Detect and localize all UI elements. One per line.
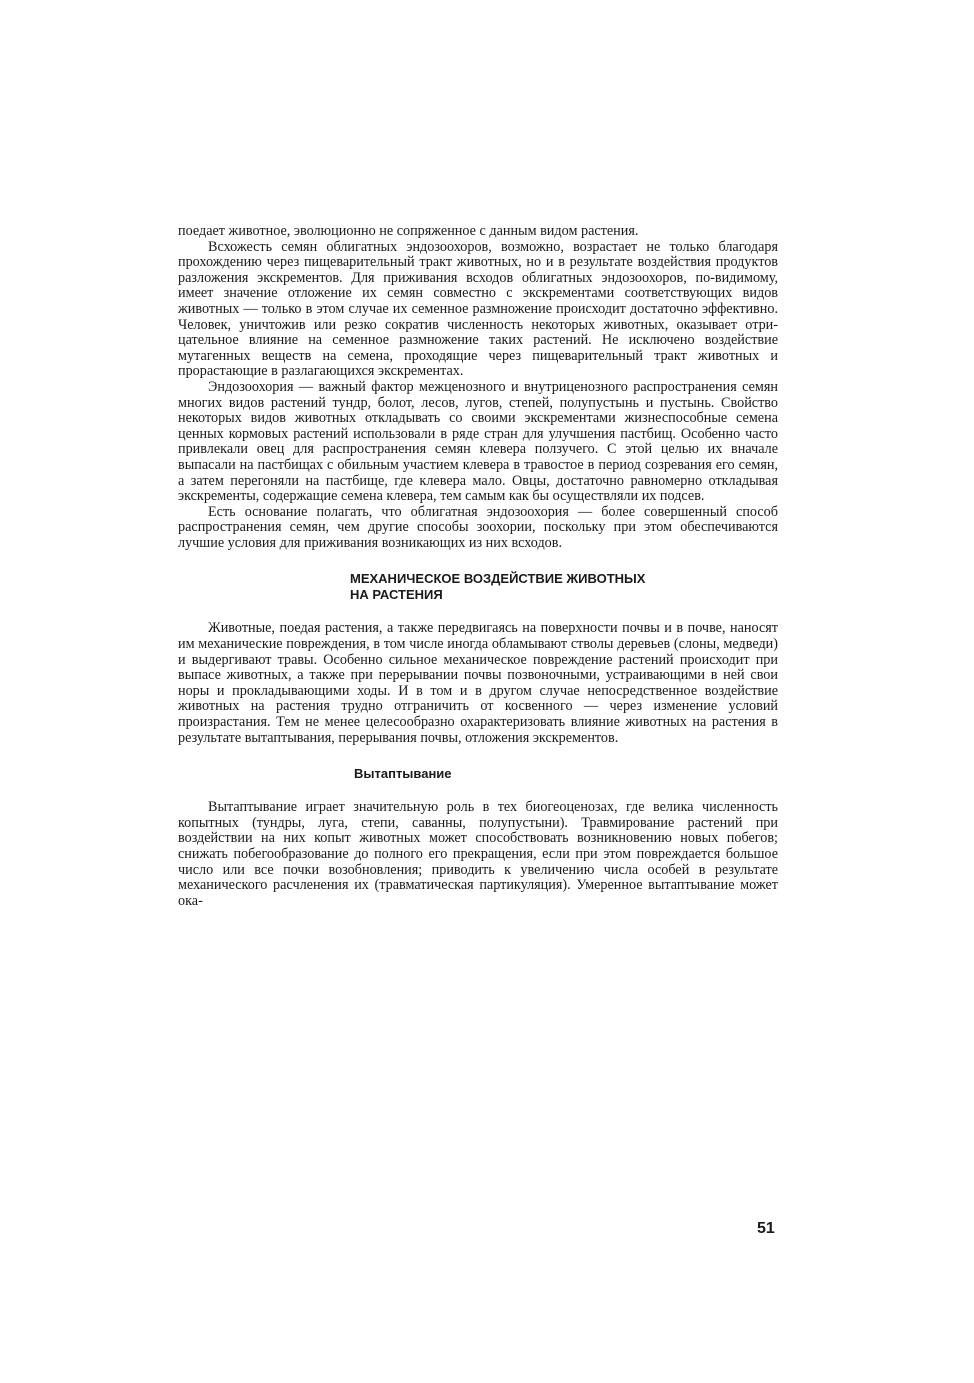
- paragraph-endozoochory: Эндозоохория — важный фактор межценозного и внутриценозного распространения семян многих видов растений тундр, болот, лесов, лугов, степей, полупустынь и пустынь. Свойство некоторых видов животных откладывать со своими экскрементами жизнеспособные семена ценных кормовых растений использовали в ряде стран для улучшения пастбищ. Особенно часто привлекали овец для распространения семян клевера ползучего. С этой целью их вначале выпасали на пастбищах с обильным участием клевера в травостое в период созревания его семян, а затем перегоняли на пастбище, где клевера мало. Овцы, достаточно равномерно откладывая экскременты, содержащие семена клевера, тем самым как бы осуществляли их подсев.: [178, 378, 778, 505]
- paragraph-mechanical-impact: Животные, поедая растения, а также передвигаясь на поверхности почвы и в почве, наносят им механические повреждения, в том числе иногда обламывают стволы деревьев (слоны, медведи) и выдергивают травы. Особенно сильное механическое повреждение растений происходит при выпасе животных, а также при перерывании почвы позвоночными, устраивающими в ней свои норы и прокладывающими ходы. И в том и в другом случае непосредственное воздействие животных на растения трудно отграничить от косвенного — через изменение условий произрастания. Тем не менее целесообразно охарактеризовать влияние животных на растения в результате вытаптывания, перерывания почвы, отложения экскрементов.: [178, 620, 778, 746]
- section-heading: [178, 571, 778, 603]
- page-number: 51: [757, 1220, 775, 1237]
- paragraph-trampling: Вытаптывание играет значительную роль в тех биогеоценозах, где велика численность копытных (тундры, луга, степи, саванны, полупустыни). Травмирование растений при воздействии на них копыт животных может способствовать возникновению новых побегов; снижать побегообразование до полного его прекращения, если при этом повреждается большое число или все почки возобновления; приводить к увеличению числа особей в результате механического расчленения их (травматическая партикуляция). Умеренное вытаптывание может ока-: [178, 799, 778, 909]
- subsection-heading: Вытаптывание: [354, 766, 452, 782]
- page-text-block: [178, 224, 778, 909]
- paragraph-conclusion: Есть основание полагать, что облигатная эндозоохория — более совершенный способ распространения семян, чем другие способы зоохории, поскольку при этом обеспечиваются лучшие условия для приживания возникающих из них всходов.: [178, 503, 778, 551]
- section-heading-line-2: НА РАСТЕНИЯ: [350, 587, 443, 603]
- paragraph-germination: Всхожесть семян облигатных эндозоохоров, возможно, возрастает не только благодаря прохождению через пищеварительный тракт животных, но и в результате воздействия продуктов разложения экскрементов. Для приживания всходов облигатных эндозоохоров, по-видимому, имеет значение отложение их семян совместно с экскрементами соответствующих видов животных — только в этом случае их семенное размножение происходит достаточно эффективно. Человек, уничтожив или резко сократив численность некоторых животных, оказывает отрицательное влияние на семенное размножение таких растений. Не исключено воздействие мутагенных веществ на семена, проходящие через пищеварительный тракт животных и прорастающие в разлагающихся экскрементах.: [178, 238, 778, 380]
- section-heading-line-1: МЕХАНИЧЕСКОЕ ВОЗДЕЙСТВИЕ ЖИВОТНЫХ: [350, 571, 646, 587]
- paragraph-continuation: поедает животное, эволюционно не сопряженное с данным видом растения.: [178, 223, 639, 239]
